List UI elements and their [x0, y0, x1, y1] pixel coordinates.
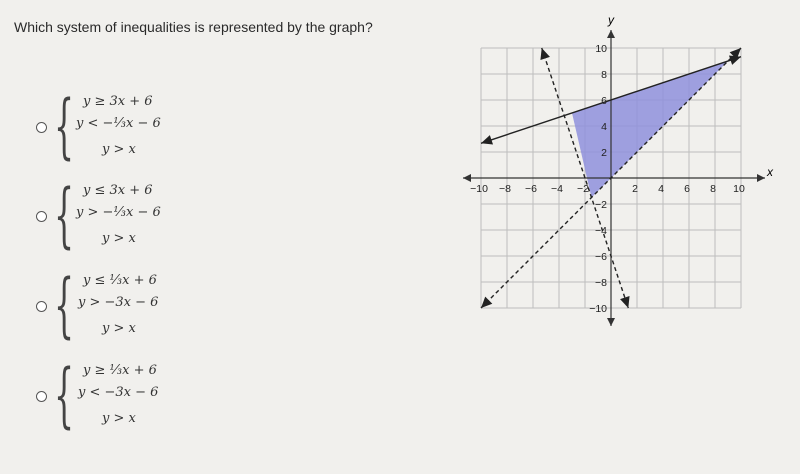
x-tick-label: −6: [525, 183, 537, 195]
inequality-3: y > x: [102, 321, 136, 336]
x-axis-arrow-left: [463, 174, 471, 182]
y-tick-label: −2: [595, 199, 607, 211]
x-tick-label: 4: [658, 183, 664, 195]
x-tick-label: 6: [684, 183, 690, 195]
y-tick-label: −10: [589, 303, 607, 315]
y-tick-label: 2: [601, 147, 607, 159]
x-tick-label: 8: [710, 183, 716, 195]
x-tick-label: −8: [499, 183, 511, 195]
y-axis-arrow-up: [607, 30, 615, 38]
inequality-3: y > x: [102, 231, 136, 246]
x-axis-label: x: [767, 165, 773, 179]
x-tick-label: −2: [577, 183, 589, 195]
inequality-3: y > x: [102, 411, 136, 426]
x-tick-label: −4: [551, 183, 563, 195]
answer-option-2[interactable]: [36, 174, 226, 256]
y-tick-label: −6: [595, 251, 607, 263]
coordinate-graph: [455, 8, 785, 328]
y-tick-label: −4: [595, 225, 607, 237]
y-tick-label: 4: [601, 121, 607, 133]
brace: {: [54, 264, 75, 346]
inequality-2: y > −⅓x − 6: [76, 205, 161, 220]
inequality-2: y < −3x − 6: [78, 385, 159, 400]
x-axis-arrow-right: [757, 174, 765, 182]
brace: {: [54, 174, 75, 256]
x-tick-label: 2: [632, 183, 638, 195]
solution-region: [572, 61, 728, 198]
brace: {: [54, 354, 75, 436]
y-axis-label: y: [608, 13, 614, 27]
line-arrowhead: [620, 296, 629, 308]
inequality-1: y ≤ ⅓x + 6: [83, 273, 157, 288]
line-arrowhead: [481, 297, 492, 308]
y-tick-label: −8: [595, 277, 607, 289]
y-axis-arrow-down: [607, 318, 615, 326]
inequality-2: y < −⅓x − 6: [76, 116, 161, 131]
brace: {: [54, 85, 75, 167]
x-tick-label: −10: [470, 183, 488, 195]
inequality-2: y > −3x − 6: [78, 295, 159, 310]
y-tick-label: 6: [601, 95, 607, 107]
answer-option-1[interactable]: [36, 85, 226, 167]
inequality-3: y > x: [102, 142, 136, 157]
answer-option-4[interactable]: [36, 354, 226, 436]
radio-button[interactable]: [36, 211, 47, 222]
radio-button[interactable]: [36, 301, 47, 312]
radio-button[interactable]: [36, 122, 47, 133]
y-tick-label: 8: [601, 69, 607, 81]
line-arrowhead: [540, 48, 549, 60]
question-text: Which system of inequalities is represented by the graph?: [14, 19, 373, 35]
inequality-1: y ≤ 3x + 6: [83, 183, 153, 198]
inequality-1: y ≥ 3x + 6: [83, 94, 153, 109]
x-tick-labels: [470, 183, 745, 195]
inequality-1: y ≥ ⅓x + 6: [83, 363, 157, 378]
answer-option-3[interactable]: [36, 264, 226, 346]
x-tick-label: 10: [733, 183, 745, 195]
y-tick-label: 10: [595, 43, 607, 55]
radio-button[interactable]: [36, 391, 47, 402]
line-arrowhead: [481, 135, 493, 144]
